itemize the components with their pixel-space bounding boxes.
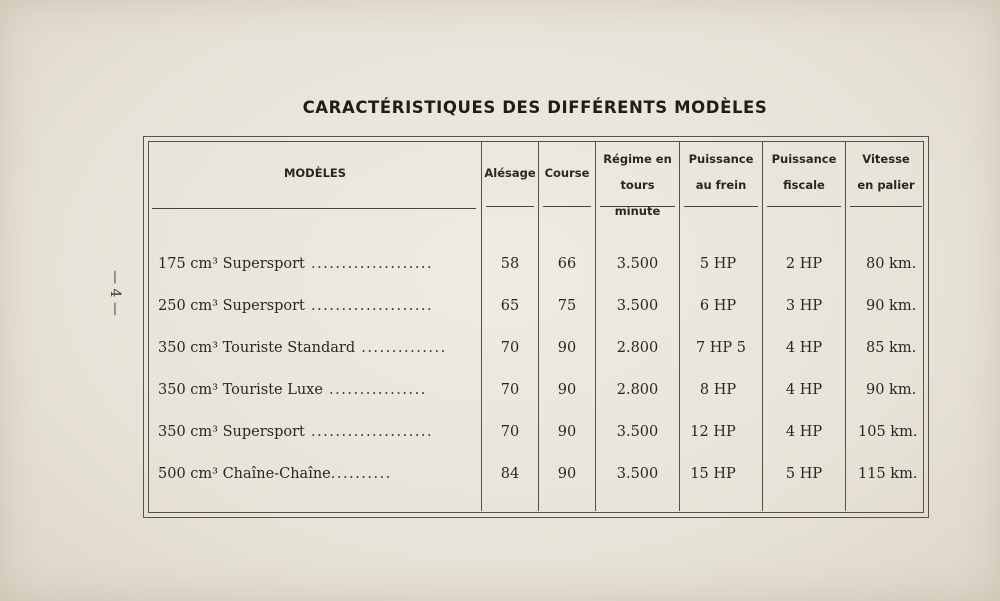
row-model: 350 cm³ Supersport .................... xyxy=(158,424,434,440)
header-bore: Alésage xyxy=(484,166,536,180)
row-speed: 90 km. xyxy=(866,298,917,314)
row-model: 175 cm³ Supersport .................... xyxy=(158,256,434,272)
column-divider xyxy=(538,141,539,511)
page-number: — 4 — xyxy=(106,270,123,316)
row-rpm: 3.500 xyxy=(616,256,659,272)
row-rpm: 3.500 xyxy=(616,298,659,314)
row-speed: 105 km. xyxy=(858,424,918,440)
row-rpm: 3.500 xyxy=(616,466,659,482)
row-fiscal-hp: 3 HP xyxy=(785,298,823,314)
row-speed: 85 km. xyxy=(866,340,917,356)
row-bore: 70 xyxy=(500,340,520,356)
header-underline xyxy=(850,206,922,207)
header-rpm-line1: Régime en xyxy=(603,152,672,166)
row-model: 350 cm³ Touriste Standard .............. xyxy=(158,340,447,356)
row-bore: 58 xyxy=(500,256,520,272)
row-stroke: 90 xyxy=(557,382,577,398)
row-fiscal-hp: 4 HP xyxy=(785,340,823,356)
row-rpm: 3.500 xyxy=(616,424,659,440)
row-fiscal-hp: 4 HP xyxy=(785,382,823,398)
row-brake-hp: 6 HP xyxy=(699,298,737,314)
row-brake-hp: 8 HP xyxy=(699,382,737,398)
page-title: CARACTÉRISTIQUES DES DIFFÉRENTS MODÈLES xyxy=(302,98,768,117)
header-underline xyxy=(543,206,591,207)
row-fiscal-hp: 2 HP xyxy=(785,256,823,272)
row-bore: 70 xyxy=(500,382,520,398)
row-stroke: 75 xyxy=(557,298,577,314)
header-underline xyxy=(767,206,841,207)
row-brake-hp: 15 HP xyxy=(690,466,736,482)
row-stroke: 66 xyxy=(557,256,577,272)
header-rpm-line2: tours minute xyxy=(614,178,661,218)
row-speed: 90 km. xyxy=(866,382,917,398)
header-underline xyxy=(684,206,758,207)
row-stroke: 90 xyxy=(557,466,577,482)
row-model: 350 cm³ Touriste Luxe ................ xyxy=(158,382,427,398)
header-underline xyxy=(152,208,476,209)
row-fiscal-hp: 4 HP xyxy=(785,424,823,440)
row-model: 500 cm³ Chaîne-Chaîne.......... xyxy=(158,466,392,482)
header-brake-hp-line1: Puissance xyxy=(688,152,754,166)
row-speed: 80 km. xyxy=(866,256,917,272)
row-brake-hp: 7 HP 5 xyxy=(695,340,747,356)
header-fiscal-hp-line1: Puissance xyxy=(771,152,837,166)
header-stroke: Course xyxy=(544,166,590,180)
row-bore: 84 xyxy=(500,466,520,482)
header-underline xyxy=(486,206,534,207)
row-fiscal-hp: 5 HP xyxy=(785,466,823,482)
header-fiscal-hp-line2: fiscale xyxy=(783,178,825,192)
header-brake-hp-line2: au frein xyxy=(695,178,747,192)
header-models: MODÈLES xyxy=(283,166,347,180)
row-brake-hp: 5 HP xyxy=(699,256,737,272)
row-rpm: 2.800 xyxy=(616,382,659,398)
row-rpm: 2.800 xyxy=(616,340,659,356)
row-stroke: 90 xyxy=(557,340,577,356)
column-divider xyxy=(481,141,482,511)
row-bore: 65 xyxy=(500,298,520,314)
header-speed-line2: en palier xyxy=(857,178,915,192)
header-speed-line1: Vitesse xyxy=(862,152,910,166)
row-stroke: 90 xyxy=(557,424,577,440)
row-brake-hp: 12 HP xyxy=(690,424,736,440)
row-speed: 115 km. xyxy=(858,466,918,482)
row-model: 250 cm³ Supersport .................... xyxy=(158,298,434,314)
row-bore: 70 xyxy=(500,424,520,440)
